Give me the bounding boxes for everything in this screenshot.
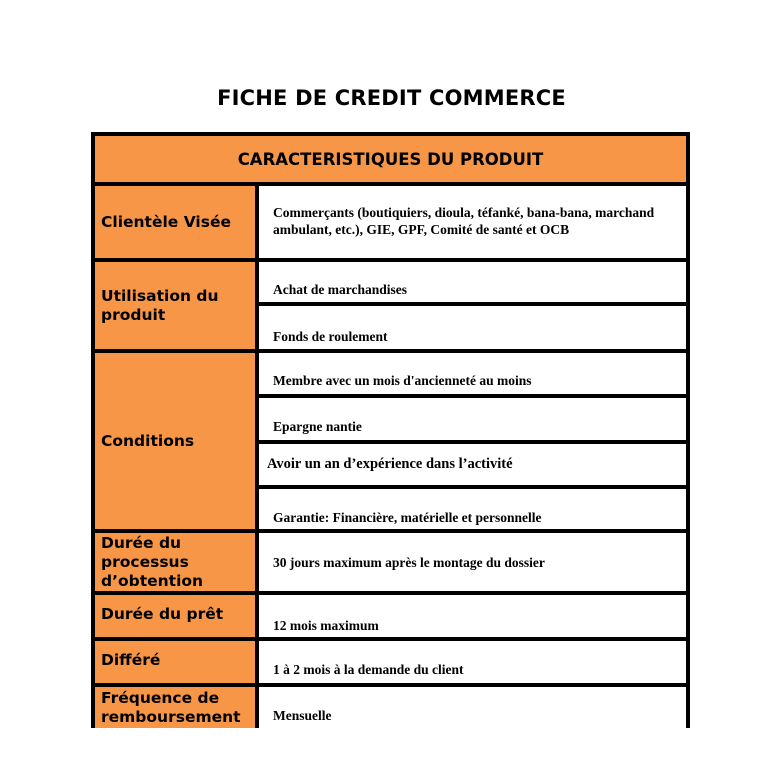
row-value-clientele xyxy=(259,186,686,258)
row-value-differe xyxy=(259,641,686,683)
row-label-frequence: Fréquence de remboursement xyxy=(95,687,255,728)
value-text: 1 à 2 mois à la demande du client xyxy=(273,662,464,677)
row-value-utilisation-1 xyxy=(259,262,686,302)
row-value-conditions-2 xyxy=(259,398,686,440)
value-text: 30 jours maximum après le montage du dossier xyxy=(273,554,545,570)
row-value-conditions-1 xyxy=(259,353,686,394)
value-text: Membre avec un mois d'ancienneté au moins xyxy=(273,373,532,388)
row-value-utilisation-2 xyxy=(259,306,686,349)
row-value-conditions-3 xyxy=(259,444,686,485)
value-text: Fonds de roulement xyxy=(273,329,388,344)
row-value-conditions-4 xyxy=(259,489,686,529)
value-text: 12 mois maximum xyxy=(273,618,379,633)
row-label-conditions: Conditions xyxy=(95,353,255,529)
row-label-utilisation: Utilisation du produit xyxy=(95,262,255,349)
row-label-clientele: Clientèle Visée xyxy=(95,186,255,258)
value-text: Avoir un an d’expérience dans l’activité xyxy=(267,456,513,472)
value-text: Commerçants (boutiquiers, dioula, téfanké, bana-bana, marchand ambulant, etc.), GIE, GPF, Comité de santé et OCB xyxy=(273,205,655,237)
row-value-duree-pret xyxy=(259,595,686,637)
table-header: CARACTERISTIQUES DU PRODUIT xyxy=(95,136,686,182)
value-text: Achat de marchandises xyxy=(273,282,408,297)
row-label-differe: Différé xyxy=(95,641,255,683)
row-value-frequence xyxy=(259,687,686,728)
value-text: Garantie: Financière, matérielle et personnelle xyxy=(273,510,542,525)
row-label-duree-processus: Durée du processus d’obtention xyxy=(95,533,255,591)
row-value-duree-processus xyxy=(259,533,686,591)
value-text: Mensuelle xyxy=(273,708,332,723)
product-table xyxy=(91,132,690,728)
page-title: FICHE DE CREDIT COMMERCE xyxy=(217,86,566,110)
value-text: Epargne nantie xyxy=(273,419,362,434)
row-label-duree-pret: Durée du prêt xyxy=(95,595,255,637)
